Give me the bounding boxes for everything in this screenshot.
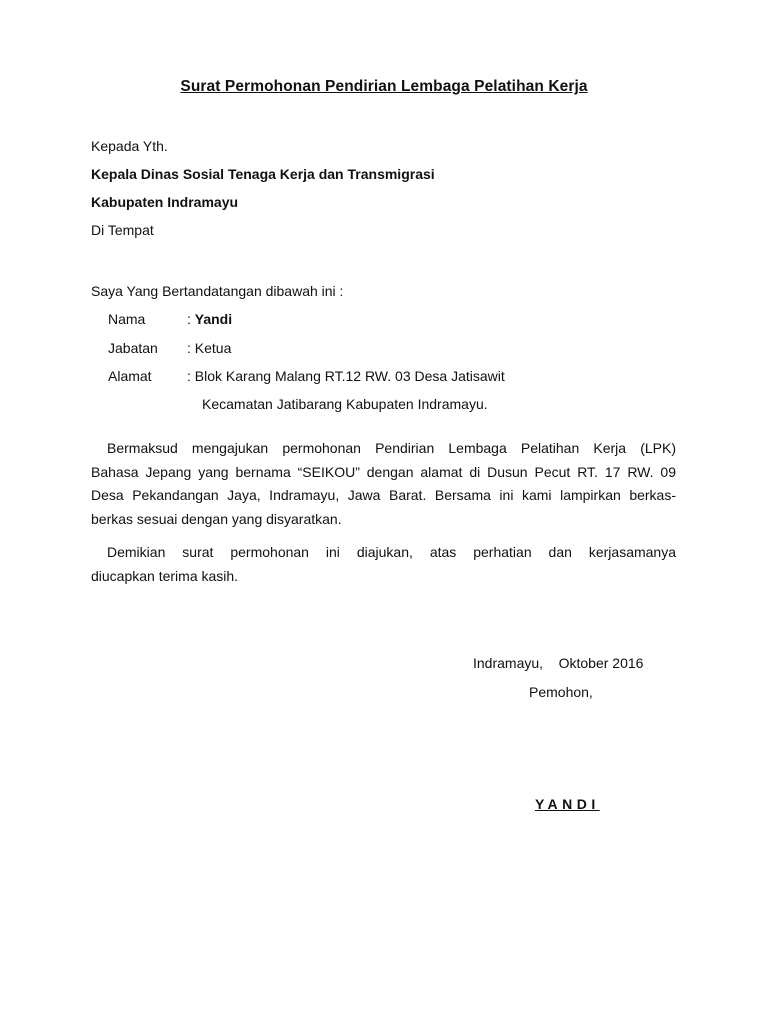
paragraph-1-line-3: Desa Pekandangan Jaya, Indramayu, Jawa Barat. Bersama ini kami lampirkan berkas- [91,487,676,503]
letter-title: Surat Permohonan Pendirian Lembaga Pelatihan Kerja [180,78,588,95]
recipient-line-3: Di Tempat [91,222,154,238]
position-value: : Ketua [187,340,232,356]
signature-role: Pemohon, [529,684,593,700]
paragraph-1-line-2: Bahasa Jepang yang bernama “SEIKOU” dengan alamat di Dusun Pecut RT. 17 RW. 09 [91,463,676,480]
recipient-salutation: Kepada Yth. [91,138,168,154]
position-label: Jabatan [108,340,158,356]
name-value: Yandi [194,311,233,327]
signature-place-date: Indramayu, Oktober 2016 [473,655,644,671]
recipient-line-2: Kabupaten Indramayu [91,194,239,210]
paragraph-2-line-1: Demikian surat permohonan ini diajukan, atas perhatian dan kerjasamanya [107,544,676,560]
body-paragraph-2 [91,541,676,588]
body-paragraph-1 [91,437,676,531]
name-label: Nama [108,311,146,327]
signature-name: YANDI [535,796,600,812]
paragraph-2-line-2: diucapkan terima kasih. [91,567,239,584]
name-value-wrapper [187,311,232,327]
address-value-line-1: : Blok Karang Malang RT.12 RW. 03 Desa Jatisawit [187,368,505,384]
intro-text: Saya Yang Bertandatangan dibawah ini : [91,283,344,299]
address-value-line-2: Kecamatan Jatibarang Kabupaten Indramayu. [202,396,488,412]
paragraph-1-line-4: berkas sesuai dengan yang disyaratkan. [91,510,342,527]
recipient-line-1: Kepala Dinas Sosial Tenaga Kerja dan Transmigrasi [91,166,435,182]
name-colon: : [187,311,195,327]
paragraph-1-line-1: Bermaksud mengajukan permohonan Pendirian Lembaga Pelatihan Kerja (LPK) [107,440,676,456]
address-label: Alamat [108,368,152,384]
